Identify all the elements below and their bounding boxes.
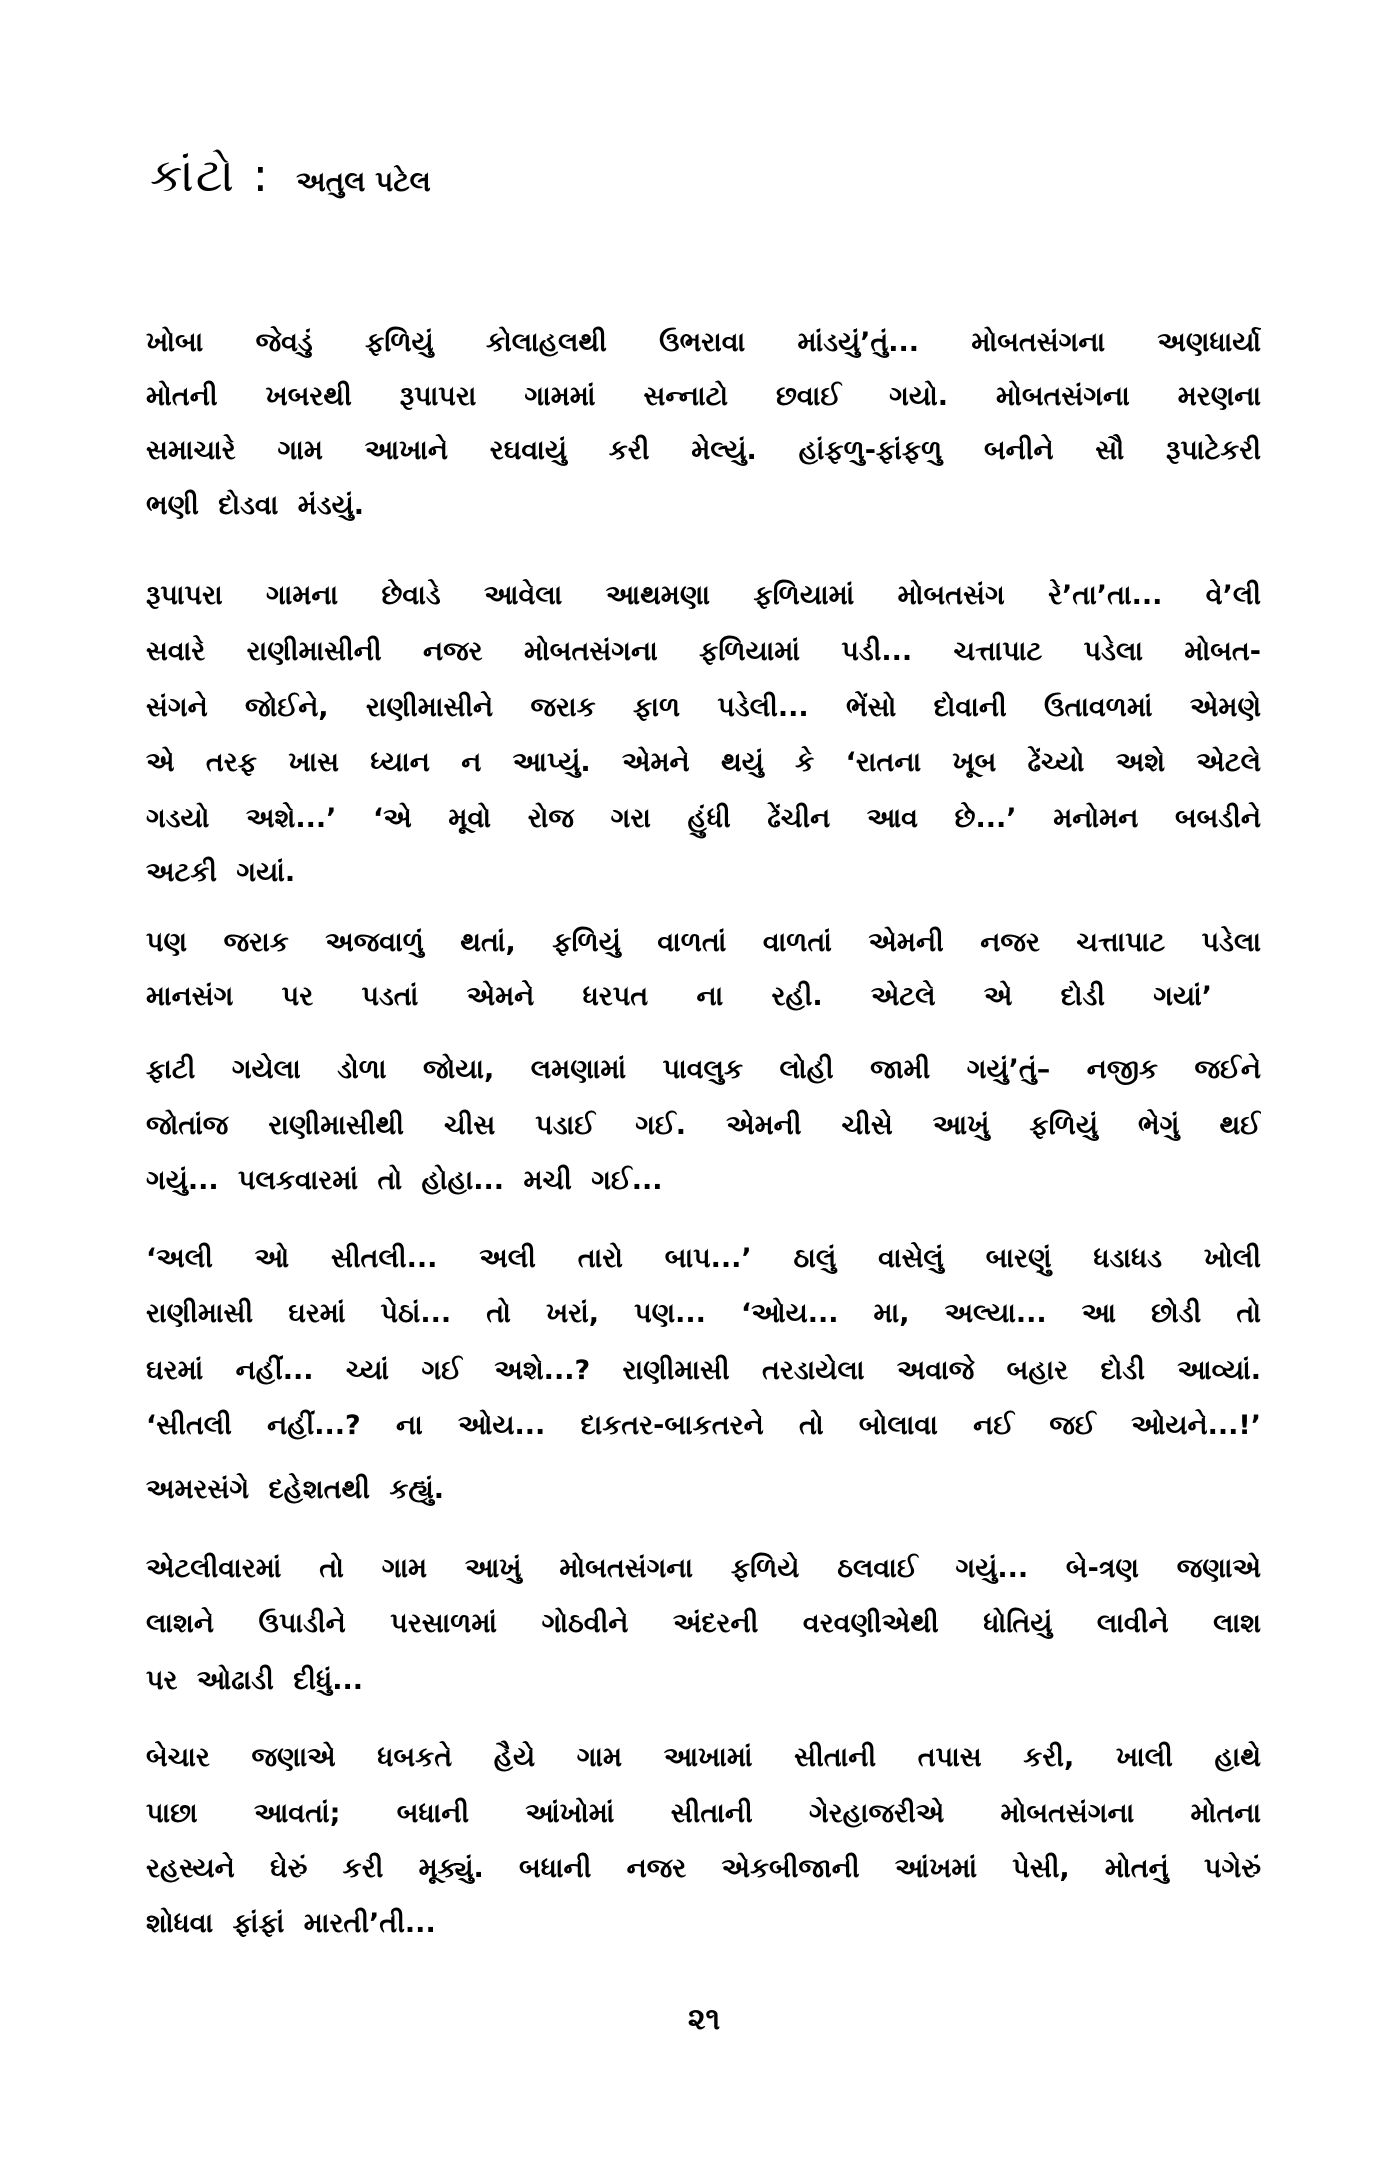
- text-line: પણ જરાક અજવાળું થતાં, ફળિયું વાળતાં વાળતાં એમની નજર ચત્તાપાટ પડેલા: [146, 927, 1261, 958]
- text-line: ખોબા જેવડું ફળિયું કોલાહલથી ઉભરાવા માંડયું’તું... મોબતસંગના અણધાર્યા: [146, 327, 1261, 358]
- text-line: સવારે રાણીમાસીની નજર મોબતસંગના ફળિયામાં પડી... ચત્તાપાટ પડેલા મોબત-: [146, 636, 1261, 667]
- story-author: અતુલ પટેલ: [296, 165, 431, 198]
- text-line: સંગને જોઈને, રાણીમાસીને જરાક ફાળ પડેલી... ભેંસો દોવાની ઉતાવળમાં એમણે: [146, 692, 1261, 723]
- text-line: ઘરમાં નહીં... ચ્યાં ગઈ અશે...? રાણીમાસી તરડાયેલા અવાજે બહાર દોડી આવ્યાં.: [146, 1355, 1261, 1386]
- text-line: અમરસંગે દહેશતથી કહ્યું.: [146, 1474, 445, 1505]
- story-title: કાંટો :: [150, 148, 271, 202]
- text-line: પાછા આવતાં; બધાની આંખોમાં સીતાની ગેરહાજરીએ મોબતસંગના મોતના: [146, 1798, 1261, 1829]
- text-line: રહસ્યને ઘેરું કરી મૂક્યું. બધાની નજર એકબીજાની આંખમાં પેસી, મોતનું પગેરું: [146, 1853, 1261, 1884]
- text-line: લાશને ઉપાડીને પરસાળમાં ગોઠવીને અંદરની વરવણીએથી ધોતિયું લાવીને લાશ: [146, 1608, 1261, 1639]
- text-line: પર ઓઢાડી દીધું...: [146, 1665, 363, 1696]
- text-line: મોતની ખબરથી રૂપાપરા ગામમાં સન્નાટો છવાઈ ગયો. મોબતસંગના મરણના: [146, 381, 1261, 412]
- text-line: ગડયો અશે...’ ‘એ મૂવો રોજ ગરા હુંધી ઢેંચીન આવ છે...’ મનોમન બબડીને: [146, 803, 1261, 834]
- text-line: ફાટી ગયેલા ડોળા જોયા, લમણામાં પાવલુક લોહી જામી ગયું’તું– નજીક જઈને: [146, 1054, 1261, 1085]
- text-line: બેચાર જણાએ ધબકતે હૈયે ગામ આખામાં સીતાની તપાસ કરી, ખાલી હાથે: [146, 1742, 1261, 1773]
- text-line: માનસંગ પર પડતાં એમને ધરપત ના રહી. એટલે એ દોડી ગયાં’: [146, 981, 1212, 1012]
- text-line: ગયું... પલકવારમાં તો હોહા... મચી ગઈ...: [146, 1165, 663, 1196]
- text-line: રૂપાપરા ગામના છેવાડે આવેલા આથમણા ફળિયામાં મોબતસંગ રે’તા’તા... વે’લી: [146, 580, 1261, 611]
- text-line: ‘અલી ઓ સીતલી... અલી તારો બાપ...’ ઠાલું વાસેલું બારણું ધડાધડ ખોલી: [146, 1243, 1261, 1274]
- text-line: ‘સીતલી નહીં...? ના ઓય... દાકતર-બાકતરને તો બોલાવા નઈ જઈ ઓયને...!’: [146, 1410, 1261, 1441]
- text-line: સમાચારે ગામ આખાને રઘવાયું કરી મેલ્યું. હાંફળુ-ફાંફળુ બનીને સૌ રૂપાટેકરી: [146, 435, 1261, 466]
- title-row: [150, 148, 431, 214]
- text-line: અટકી ગયાં.: [146, 857, 296, 888]
- text-line: રાણીમાસી ઘરમાં પેઠાં... તો ખરાં, પણ... ‘ઓય... મા, અલ્યા... આ છોડી તો: [146, 1298, 1261, 1329]
- text-line: ભણી દોડવા મંડયું.: [146, 490, 365, 521]
- text-line: એ તરફ ખાસ ધ્યાન ન આપ્યું. એમને થયું કે ‘રાતના ખૂબ ઢેંચ્યો અશે એટલે: [146, 747, 1261, 778]
- text-line: જોતાંજ રાણીમાસીથી ચીસ પડાઈ ગઈ. એમની ચીસે આખું ફળિયું ભેગું થઈ: [146, 1110, 1261, 1141]
- text-line: શોધવા ફાંફાં મારતી’તી...: [146, 1908, 436, 1939]
- page-number: ૨૧: [687, 2002, 721, 2037]
- text-line: એટલીવારમાં તો ગામ આખું મોબતસંગના ફળિયે ઠલવાઈ ગયું... બે-ત્રણ જણાએ: [146, 1553, 1261, 1584]
